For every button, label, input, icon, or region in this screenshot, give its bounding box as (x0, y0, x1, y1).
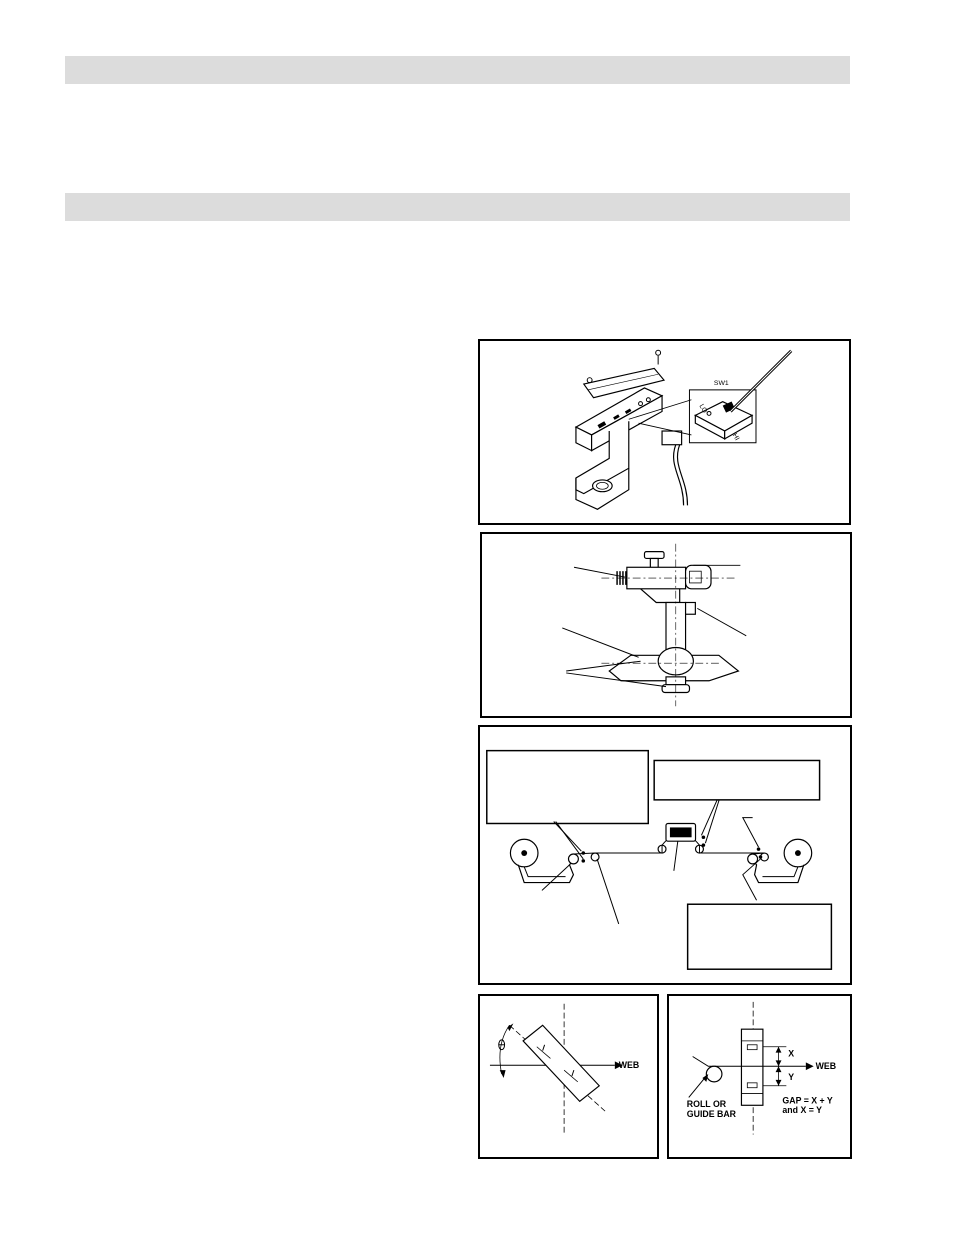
bracket-drawing (482, 534, 850, 716)
y-label: Y (788, 1071, 795, 1082)
figure-mounting-bracket (480, 532, 852, 718)
callout-box-left (487, 751, 648, 824)
gap-formula-line1: GAP = X + Y (782, 1095, 833, 1106)
gap-drawing (669, 996, 850, 1157)
roll-label-line2: GUIDE BAR (686, 1108, 736, 1119)
switch-label: SW1 (713, 380, 729, 388)
svg-text:LO: LO (697, 403, 709, 415)
figure-web-path (478, 725, 852, 985)
figure-angle (478, 994, 659, 1159)
callout-box-lower-right (688, 904, 832, 969)
web-path-drawing (480, 727, 850, 983)
section-header-bar-2 (65, 193, 850, 221)
web-label: WEB (618, 1060, 640, 1071)
sensor-switch-drawing (480, 341, 849, 523)
figure-sensor-switch (478, 339, 851, 525)
section-header-bar-1 (65, 56, 850, 84)
callout-box-center (654, 760, 819, 799)
svg-text:HI: HI (730, 432, 741, 442)
figure-gap (667, 994, 852, 1159)
gap-web-label: WEB (815, 1061, 837, 1072)
gap-formula-line2: and X = Y (782, 1105, 822, 1116)
angle-drawing (480, 996, 657, 1157)
roll-label-line1: ROLL OR (686, 1099, 727, 1110)
x-label: X (788, 1048, 795, 1059)
